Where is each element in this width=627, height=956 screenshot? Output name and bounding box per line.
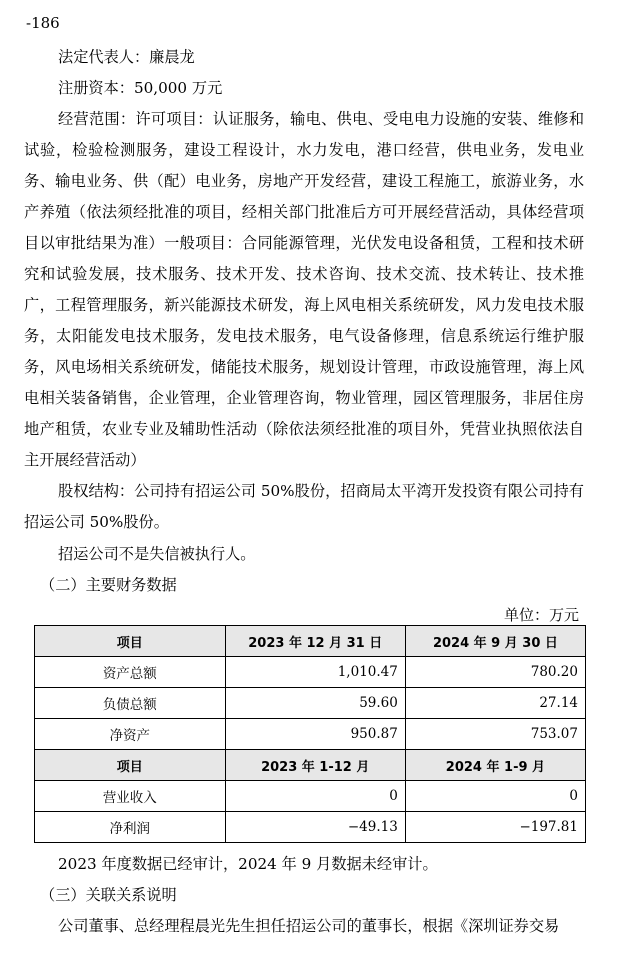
table-header-row — [35, 750, 586, 781]
business-scope: 经营范围：许可项目：认证服务，输电、供电、受电电力设施的安装、维修和试验，检验检测服务，建设工程设计，水力发电，港口经营，供电业务，发电业务、输电业务、供（配）电业务，房地产开发经营，建设工程施工，旅游业务，水产养殖（依法须经批准的项目，经相关部门批准后方可开展经营活动，具体经营项目以审批结果为准）一般项目：合同能源管理，光伏发电设备租赁，工程和技术研究和试验发展，技术服务、技术开发、技术咨询、技术交流、技术转让、技术推广，工程管理服务，新兴能源技术研发，海上风电相关系统研发，风力发电技术服务，太阳能发电技术服务，发电技术服务，电气设备修理，信息系统运行维护服务，风电场相关系统研发，储能技术服务，规划设计管理，市政设施管理，海上风电相关装备销售，企业管理，企业管理咨询，物业管理，园区管理服务，非居住房地产租赁，农业专业及辅助性活动（除依法须经批准的项目外，凭营业执照依法自主开展经营活动） — [24, 110, 584, 469]
header-cell: 项目 — [35, 750, 226, 781]
row-value: 1,010.47 — [225, 657, 405, 688]
row-value: 0 — [225, 781, 405, 812]
row-value: 780.20 — [405, 657, 585, 688]
section-relation-title: （三）关联关系说明 — [40, 886, 177, 904]
row-value: −49.13 — [225, 812, 405, 843]
audit-note: 2023 年度数据已经审计，2024 年 9 月数据未经审计。 — [58, 855, 438, 873]
row-label: 净资产 — [35, 719, 226, 750]
row-value: 0 — [405, 781, 585, 812]
relation-description: 公司董事、总经理程晨光先生担任招运公司的董事长，根据《深圳证券交易 — [58, 917, 560, 935]
legal-representative: 法定代表人：廉晨龙 — [58, 48, 195, 66]
row-label: 负债总额 — [35, 688, 226, 719]
header-cell: 2023 年 1-12 月 — [225, 750, 405, 781]
header-cell: 2024 年 9 月 30 日 — [405, 626, 585, 657]
table-header-row — [35, 626, 586, 657]
unit-label: 单位：万元 — [503, 606, 579, 624]
header-cell: 2024 年 1-9 月 — [405, 750, 585, 781]
registered-capital: 注册资本：50,000 万元 — [58, 79, 223, 97]
row-value: 27.14 — [405, 688, 585, 719]
table-row — [35, 812, 586, 843]
section-financial-title: （二）主要财务数据 — [40, 576, 177, 594]
header-cell: 项目 — [35, 626, 226, 657]
page-number: -186 — [26, 14, 60, 32]
table-row — [35, 719, 586, 750]
table-row — [35, 781, 586, 812]
dishonesty-statement: 招运公司不是失信被执行人。 — [58, 545, 256, 563]
row-label: 资产总额 — [35, 657, 226, 688]
equity-structure: 股权结构：公司持有招运公司 50%股份，招商局太平湾开发投资有限公司持有招运公司 50%股份。 — [24, 482, 584, 531]
financial-table — [34, 625, 586, 843]
row-value: 753.07 — [405, 719, 585, 750]
table-row — [35, 688, 586, 719]
row-value: 59.60 — [225, 688, 405, 719]
header-cell: 2023 年 12 月 31 日 — [225, 626, 405, 657]
table-row — [35, 657, 586, 688]
row-label: 净利润 — [35, 812, 226, 843]
row-value: −197.81 — [405, 812, 585, 843]
row-label: 营业收入 — [35, 781, 226, 812]
row-value: 950.87 — [225, 719, 405, 750]
